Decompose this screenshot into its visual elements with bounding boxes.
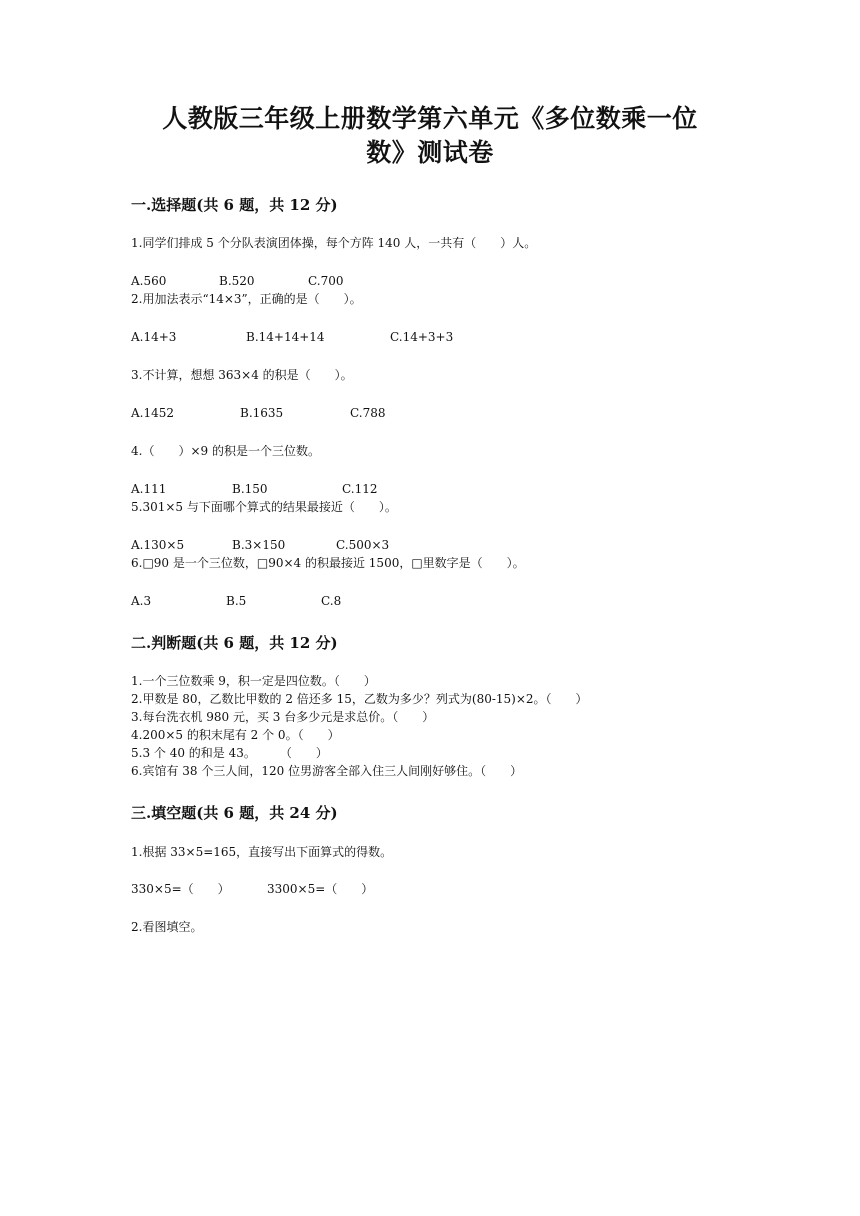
option-c: C.14+3+3 [390,330,454,344]
option-b: B.150 [232,482,268,496]
judgement-item: 4.200×5 的积末尾有 2 个 0。（ ） [131,728,340,742]
section-heading-judgement: 二.判断题(共 6 题，共 12 分) [131,634,338,652]
option-a: A.3 [131,594,152,608]
judgement-item: 5.3 个 40 的和是 43。 （ ） [131,746,328,760]
question-text: 5.301×5 与下面哪个算式的结果最接近（ ）。 [131,500,397,514]
option-row [131,481,731,497]
blank-row [131,881,731,897]
option-a: A.130×5 [131,538,185,552]
judgement-item: 3.每台洗衣机 980 元，买 3 台多少元是求总价。（ ） [131,710,435,724]
option-a: A.560 [131,274,167,288]
question-text: 1.根据 33×5=165，直接写出下面算式的得数。 [131,845,393,859]
option-a: A.111 [131,482,167,496]
option-row [131,405,731,421]
option-b: B.520 [219,274,255,288]
question-text: 4.（ ）×9 的积是一个三位数。 [131,444,320,458]
title-line-2: 数》测试卷 [366,138,494,167]
option-b: B.1635 [240,406,284,420]
option-c: C.112 [342,482,378,496]
question-text: 3.不计算，想想 363×4 的积是（ ）。 [131,368,353,382]
option-b: B.3×150 [232,538,286,552]
option-c: C.700 [308,274,344,288]
section-heading-choice: 一.选择题(共 6 题，共 12 分) [131,196,338,214]
fill-blank: 330×5=（ ） [131,882,230,896]
judgement-item: 6.宾馆有 38 个三人间，120 位男游客全部入住三人间刚好够住。（ ） [131,764,523,778]
option-row [131,593,731,609]
option-b: B.5 [226,594,247,608]
option-row [131,537,731,553]
question-text: 1.同学们排成 5 个分队表演团体操，每个方阵 140 人，一共有（ ）人。 [131,236,537,250]
judgement-item: 1.一个三位数乘 9，积一定是四位数。（ ） [131,674,376,688]
question-text: 2.用加法表示“14×3”，正确的是（ ）。 [131,292,362,306]
fill-blank: 3300×5=（ ） [267,882,374,896]
judgement-item: 2.甲数是 80，乙数比甲数的 2 倍还多 15，乙数为多少？列式为(80-15)×2。（ ） [131,692,588,706]
option-a: A.14+3 [131,330,177,344]
option-row [131,329,731,345]
page-title [130,102,730,170]
question-text: 6.□90 是一个三位数，□90×4 的积最接近 1500，□里数字是（ ）。 [131,556,525,570]
option-c: C.788 [350,406,386,420]
option-row [131,273,731,289]
option-b: B.14+14+14 [246,330,325,344]
option-a: A.1452 [131,406,175,420]
section-heading-fill: 三.填空题(共 6 题，共 24 分) [131,804,338,822]
option-c: C.8 [321,594,342,608]
option-c: C.500×3 [336,538,390,552]
title-line-1: 人教版三年级上册数学第六单元《多位数乘一位 [162,104,698,133]
question-text: 2.看图填空。 [131,920,203,934]
